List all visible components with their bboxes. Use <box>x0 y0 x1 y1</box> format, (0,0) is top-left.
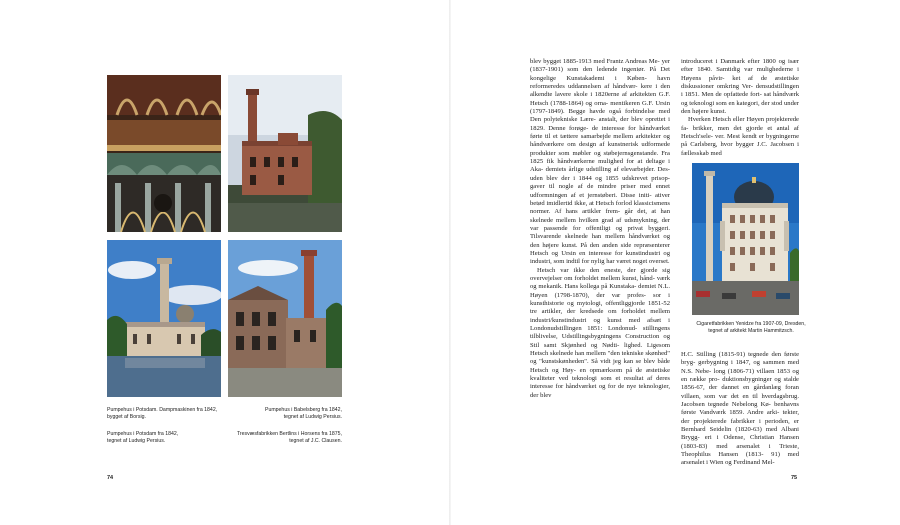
text-line: ativer betød imidlertid ikke, at Hetsch forlod <box>530 191 670 207</box>
text-line: gaver til nogle af de mindre priser med ennet <box>530 183 670 191</box>
caption-line: Pumpehus i Potsdam fra 1842, <box>107 431 179 437</box>
text-line: udformningen af et jernstøberi. Disse initi- <box>530 191 655 199</box>
text-line: eri i Odense, Christian Hansen (1803-83) med <box>681 434 799 450</box>
text-line: de interesse for håndværket førte til et tættere <box>530 124 670 141</box>
caption-dye-factory-horsens <box>222 431 342 445</box>
body-paragraph <box>681 58 799 116</box>
text-line: benhavns første Vandværk 1859. Andre arki- <box>681 401 799 417</box>
caption-line: tegnet af Ludwig Persius. <box>107 438 166 444</box>
text-line: long (1806-71) villaen 1853 og en række pro- <box>681 367 799 384</box>
text-line: håndværkerne mulighed for at deltage i Aka- <box>530 158 670 174</box>
photo-pumphouse-interior <box>107 75 221 232</box>
caption-line: bygget af Borsig. <box>107 414 146 420</box>
text-line: også forbindelse med Den polytekniske Lære- <box>530 108 670 124</box>
text-line: 91) med arsenalet i Wien og Ferdinand Mel- <box>681 451 800 467</box>
text-line: kere i den alkendte lavere skole i 1820erne af <box>530 83 671 99</box>
text-line: hvor bygger J.C. Jacobsen i fællesskab med <box>681 141 799 157</box>
text-line: demiet N.L. Høyen (1798-1870), der var profes- <box>530 283 670 299</box>
caption-line: tegnet af Ludwig Persius. <box>283 414 342 420</box>
text-line: ket af de æstetiske diskussioner omkring Ver- <box>681 74 799 91</box>
text-line: mellem industri/kunstindustri og kunst med <box>530 308 670 324</box>
text-line: den anden side repræsenterer Hetsch og Ursin <box>530 241 670 257</box>
text-line: en gårdanlæg foran villaen, som var det en til <box>681 384 799 400</box>
caption-line: tegnet af J.C. Clausen. <box>289 438 342 444</box>
text-line: og privat byggeri. Tilsvarende skelnede han <box>530 224 671 241</box>
body-paragraph <box>530 267 670 401</box>
text-line: "den tekniske skønhed" og "kunstskønheden". <box>530 350 670 366</box>
body-paragraph <box>681 116 799 158</box>
text-line: På Det kongelige Kunstakademi i Køben- <box>530 66 670 82</box>
text-line: blev bygget 1885-1913 med Frantz Andreas Me- <box>530 58 662 65</box>
photo-pumphouse-potsdam <box>107 240 221 397</box>
text-line: om design af kunstnerisk udformede produkter som <box>530 141 670 157</box>
text-line: anstalt, der blev oprettet i 1829. Denne forøge- <box>530 116 670 132</box>
caption-line: Pumpehus i Potsdam. Dampmaskinen fra 1842, <box>107 407 218 413</box>
caption-pumphouse-babelsberg <box>232 407 342 421</box>
text-line: Construction og Stil samt Skjønhed og Nødti- <box>530 333 670 349</box>
text-line: overvejelser om forholdet mellem kunst, hånd- <box>530 274 657 282</box>
text-line: H.C. Stilling (1815-91) tegnede den første bryg- <box>681 351 799 367</box>
text-line: densudstillingen i 1851. Men de opfattede fort- <box>681 83 799 99</box>
text-line: samarbejde mellem arkitekter og håndværkere <box>530 133 670 149</box>
text-column-2-bottom <box>681 351 799 468</box>
body-paragraph <box>681 351 799 468</box>
caption-line: Pumpehus i Babelsberg fra 1842, <box>265 407 342 413</box>
text-line: værk og mekanik. Hans kollega på Kunstaka- <box>530 274 670 291</box>
text-line: Hverken Hetsch eller Høyen projekterede fa- <box>681 116 799 132</box>
text-line: indtil for nylig har været noget overset. <box>566 258 670 266</box>
text-line: 1840. Samtidig var mulighederne i Høyens påvir- <box>681 66 799 82</box>
text-line: 1851-52 tre artikler, der kredsede om forholdet <box>530 299 670 316</box>
text-line: lighed. Ligesom Hetsch skelnede han mellem <box>530 341 670 358</box>
text-line: demiets årlige udstilling af elevarbejder. Des- <box>545 166 670 174</box>
text-line: ver. Mest kendt er bygningerne på Carlsberg, <box>681 133 799 149</box>
text-line: yer (1837-1901) som den ledende ingeniør. <box>530 58 670 74</box>
text-line: stod under den højere kunst. <box>681 99 800 116</box>
caption-line: tegnet af arkitekt Martin Hammitzsch. <box>708 328 794 334</box>
text-line: en interesse for kunstindustri og industri, som <box>530 249 670 266</box>
text-line: introduceret i Danmark efter 1800 og især efter <box>681 58 799 74</box>
text-line: arkitekten G.F. Hetsch (1788-1864) og orna- <box>530 91 670 107</box>
text-line: sor i kunsthistorie og mytologi, offentliggjorde <box>530 291 670 307</box>
text-line: gerbygning i 1847, og sammen med N.S. Nebe- <box>681 359 799 375</box>
text-line: mentikeren G.F. Ursin (1797-1849). Begge havde <box>530 99 670 116</box>
text-line: Bernhard Seidelin (1820-63) med Albani Brygg- <box>681 426 799 442</box>
text-line: mellem håndværket og den højere kunst. På <box>530 233 670 249</box>
book-gutter <box>449 0 451 525</box>
body-paragraph <box>530 58 670 267</box>
text-line: hverdagsbrug. Jacobsen tegnede Nebelong Kø- <box>681 392 799 409</box>
text-line: af udsmykning, der var passende for offentligt <box>530 216 670 232</box>
text-line: møbler og støbejernsgenstande. Fra 1825 fik <box>530 149 670 166</box>
text-line: sat håndværk og teknologi som en kategori, der <box>681 91 799 107</box>
photo-pumphouse-babelsberg <box>228 75 342 232</box>
text-line: brikker, men det gjorde et antal af Hetsch'sele- <box>681 124 800 141</box>
text-line: havn reformeredes uddannelsen af håndvær- <box>530 74 670 91</box>
text-line: håndværket og for de nye teknologier, der blev <box>530 383 670 399</box>
text-line: Så vidt jeg kan se blev både Hetsch og Høy- <box>530 358 670 374</box>
text-line: klassicismens normer. Af hans artikler frem- <box>530 199 670 216</box>
text-column-1 <box>530 58 670 400</box>
text-line: afsæt i Londonudstillingen 1851: Londonud- <box>530 316 670 332</box>
text-line: Hetsch var ikke den eneste, der gjorde sig <box>537 266 670 274</box>
text-line: teknologi som et resultat af deres interesse for <box>530 375 670 391</box>
caption-line: Cigaretfabrikken Yenidze fra 1907-09, Dresden, <box>696 321 806 327</box>
caption-line: Tresvæsfabrikken Bertlins i Horsens fra 1875, <box>236 431 342 437</box>
text-line: en opmærksom på de æstetiske kvaliteter ved <box>530 366 670 383</box>
text-line: arsenalet i Trieste, Theophilus Hansen (1813- <box>681 442 799 459</box>
text-line: tekter, der projekterede fabrikker i perioden, er <box>681 409 799 425</box>
page-number-left: 74 <box>107 475 114 481</box>
text-column-2-top <box>681 58 799 158</box>
text-line: duktionsbygninger og stalde 1856-67, der dannet <box>681 376 799 392</box>
text-line: går det, at han skelnede mellem hvilken grad <box>530 208 670 224</box>
photo-dye-factory-horsens <box>228 240 342 397</box>
caption-pumphouse-potsdam-engine <box>107 407 247 421</box>
text-line: stillingens tilblivelse, Udstillingsbygningens <box>530 325 670 341</box>
photo-yenidze-factory <box>692 163 799 315</box>
caption-yenidze <box>692 321 810 335</box>
text-line: uden blev der i 1844 og 1855 udskrevet prisop- <box>530 174 670 182</box>
page-number-right: 75 <box>791 475 798 481</box>
